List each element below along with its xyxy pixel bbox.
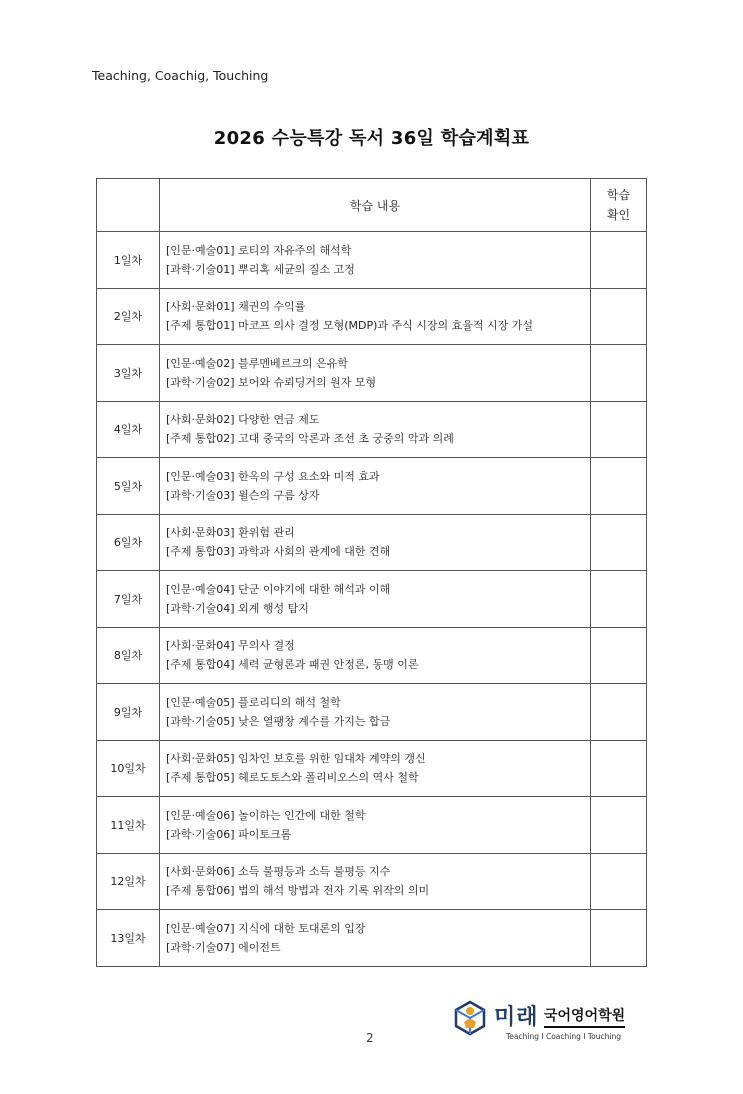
day-label: 11일차 <box>97 797 160 854</box>
content-cell <box>160 458 591 515</box>
content-line: [사회·문화03] 환위험 관리 <box>166 526 295 540</box>
content-line: [주제 통합03] 과학과 사회의 관계에 대한 견해 <box>166 545 391 559</box>
check-cell[interactable] <box>591 458 647 515</box>
table-row <box>97 910 647 967</box>
content-line: [인문·예술04] 단군 이야기에 대한 해석과 이해 <box>166 582 391 596</box>
check-cell[interactable] <box>591 288 647 345</box>
content-cell <box>160 910 591 967</box>
table-row <box>97 288 647 345</box>
day-label: 2일차 <box>97 288 160 345</box>
content-line: [과학·기술05] 낮은 열팽창 계수를 가지는 합금 <box>166 714 391 728</box>
academy-logo <box>452 996 642 1046</box>
table-row <box>97 514 647 571</box>
check-cell[interactable] <box>591 910 647 967</box>
table-row <box>97 853 647 910</box>
logo-main-text: 미래 <box>494 1005 539 1030</box>
content-line: [사회·문화01] 채권의 수익률 <box>166 300 306 314</box>
content-line: [인문·예술05] 플로리디의 해석 철학 <box>166 695 341 709</box>
day-label: 1일차 <box>97 232 160 289</box>
content-line: [주제 통합06] 법의 해석 방법과 전자 기록 위작의 의미 <box>166 884 430 898</box>
check-cell[interactable] <box>591 401 647 458</box>
header-check-cell <box>591 179 647 232</box>
logo-sub-text: 국어영어학원 <box>544 1005 625 1028</box>
header-check-line2: 확인 <box>606 208 631 222</box>
table-row <box>97 458 647 515</box>
content-line: [인문·예술06] 놀이하는 인간에 대한 철학 <box>166 808 366 822</box>
table-row <box>97 232 647 289</box>
content-line: [인문·예술03] 한옥의 구성 요소와 미적 효과 <box>166 469 380 483</box>
day-label: 13일차 <box>97 910 160 967</box>
content-line: [인문·예술01] 로티의 자유주의 해석학 <box>166 243 352 257</box>
content-line: [사회·문화02] 다양한 연금 제도 <box>166 413 320 427</box>
day-label: 6일차 <box>97 514 160 571</box>
check-cell[interactable] <box>591 684 647 741</box>
check-cell[interactable] <box>591 740 647 797</box>
check-cell[interactable] <box>591 345 647 402</box>
table-row <box>97 345 647 402</box>
table-row <box>97 740 647 797</box>
check-cell[interactable] <box>591 571 647 628</box>
study-plan-table <box>96 178 647 967</box>
content-cell <box>160 514 591 571</box>
check-cell[interactable] <box>591 514 647 571</box>
day-label: 12일차 <box>97 853 160 910</box>
day-label: 10일차 <box>97 740 160 797</box>
cube-person-icon <box>452 998 488 1042</box>
content-line: [주제 통합04] 세력 균형론과 패권 안정론, 동맹 이론 <box>166 658 419 672</box>
content-line: [과학·기술03] 윌슨의 구름 상자 <box>166 488 320 502</box>
table-row <box>97 401 647 458</box>
header-check-line1: 학습 <box>606 188 631 202</box>
content-cell <box>160 684 591 741</box>
table-row <box>97 684 647 741</box>
logo-tagline: Teaching I Coaching I Touching <box>506 1032 621 1041</box>
page-title: 2026 수능특강 독서 36일 학습계획표 <box>213 128 530 149</box>
table-header-row <box>97 179 647 232</box>
table-row <box>97 627 647 684</box>
day-label: 3일차 <box>97 345 160 402</box>
content-line: [과학·기술02] 보어와 슈뢰딩거의 원자 모형 <box>166 375 377 389</box>
content-line: [과학·기술06] 파이토크롬 <box>166 827 292 841</box>
content-line: [주제 통합05] 헤로도토스와 폴리비오스의 역사 철학 <box>166 771 419 785</box>
content-line: [사회·문화06] 소득 불평등과 소득 불평등 지수 <box>166 865 391 879</box>
content-cell <box>160 232 591 289</box>
page-number: 2 <box>366 1031 374 1045</box>
content-line: [사회·문화04] 무의사 결정 <box>166 639 295 653</box>
day-label: 7일차 <box>97 571 160 628</box>
check-cell[interactable] <box>591 853 647 910</box>
content-cell <box>160 288 591 345</box>
content-cell <box>160 571 591 628</box>
header-day-cell <box>97 179 160 232</box>
content-cell <box>160 627 591 684</box>
day-label: 9일차 <box>97 684 160 741</box>
content-line: [과학·기술01] 뿌리혹 세균의 질소 고정 <box>166 262 355 276</box>
check-cell[interactable] <box>591 627 647 684</box>
content-line: [과학·기술04] 외계 행성 탐지 <box>166 601 309 615</box>
content-cell <box>160 853 591 910</box>
content-cell <box>160 797 591 854</box>
content-line: [주제 통합02] 고대 중국의 악론과 조선 초 궁중의 악과 의례 <box>166 432 454 446</box>
table-body <box>97 232 647 967</box>
check-cell[interactable] <box>591 797 647 854</box>
content-line: [과학·기술07] 에이전트 <box>166 940 281 954</box>
content-line: [인문·예술02] 블루멘베르크의 은유학 <box>166 356 348 370</box>
content-cell <box>160 345 591 402</box>
header-content-cell: 학습 내용 <box>160 179 591 232</box>
day-label: 5일차 <box>97 458 160 515</box>
day-label: 8일차 <box>97 627 160 684</box>
day-label: 4일차 <box>97 401 160 458</box>
content-cell <box>160 740 591 797</box>
table-row <box>97 571 647 628</box>
table-row <box>97 797 647 854</box>
content-cell <box>160 401 591 458</box>
content-line: [사회·문화05] 임차인 보호를 위한 임대차 계약의 갱신 <box>166 752 426 766</box>
content-line: [인문·예술07] 지식에 대한 토대론의 입장 <box>166 921 366 935</box>
content-line: [주제 통합01] 마코프 의사 결정 모형(MDP)과 주식 시장의 효율적 시장 가설 <box>166 319 533 333</box>
check-cell[interactable] <box>591 232 647 289</box>
header-tagline: Teaching, Coachig, Touching <box>92 68 269 83</box>
